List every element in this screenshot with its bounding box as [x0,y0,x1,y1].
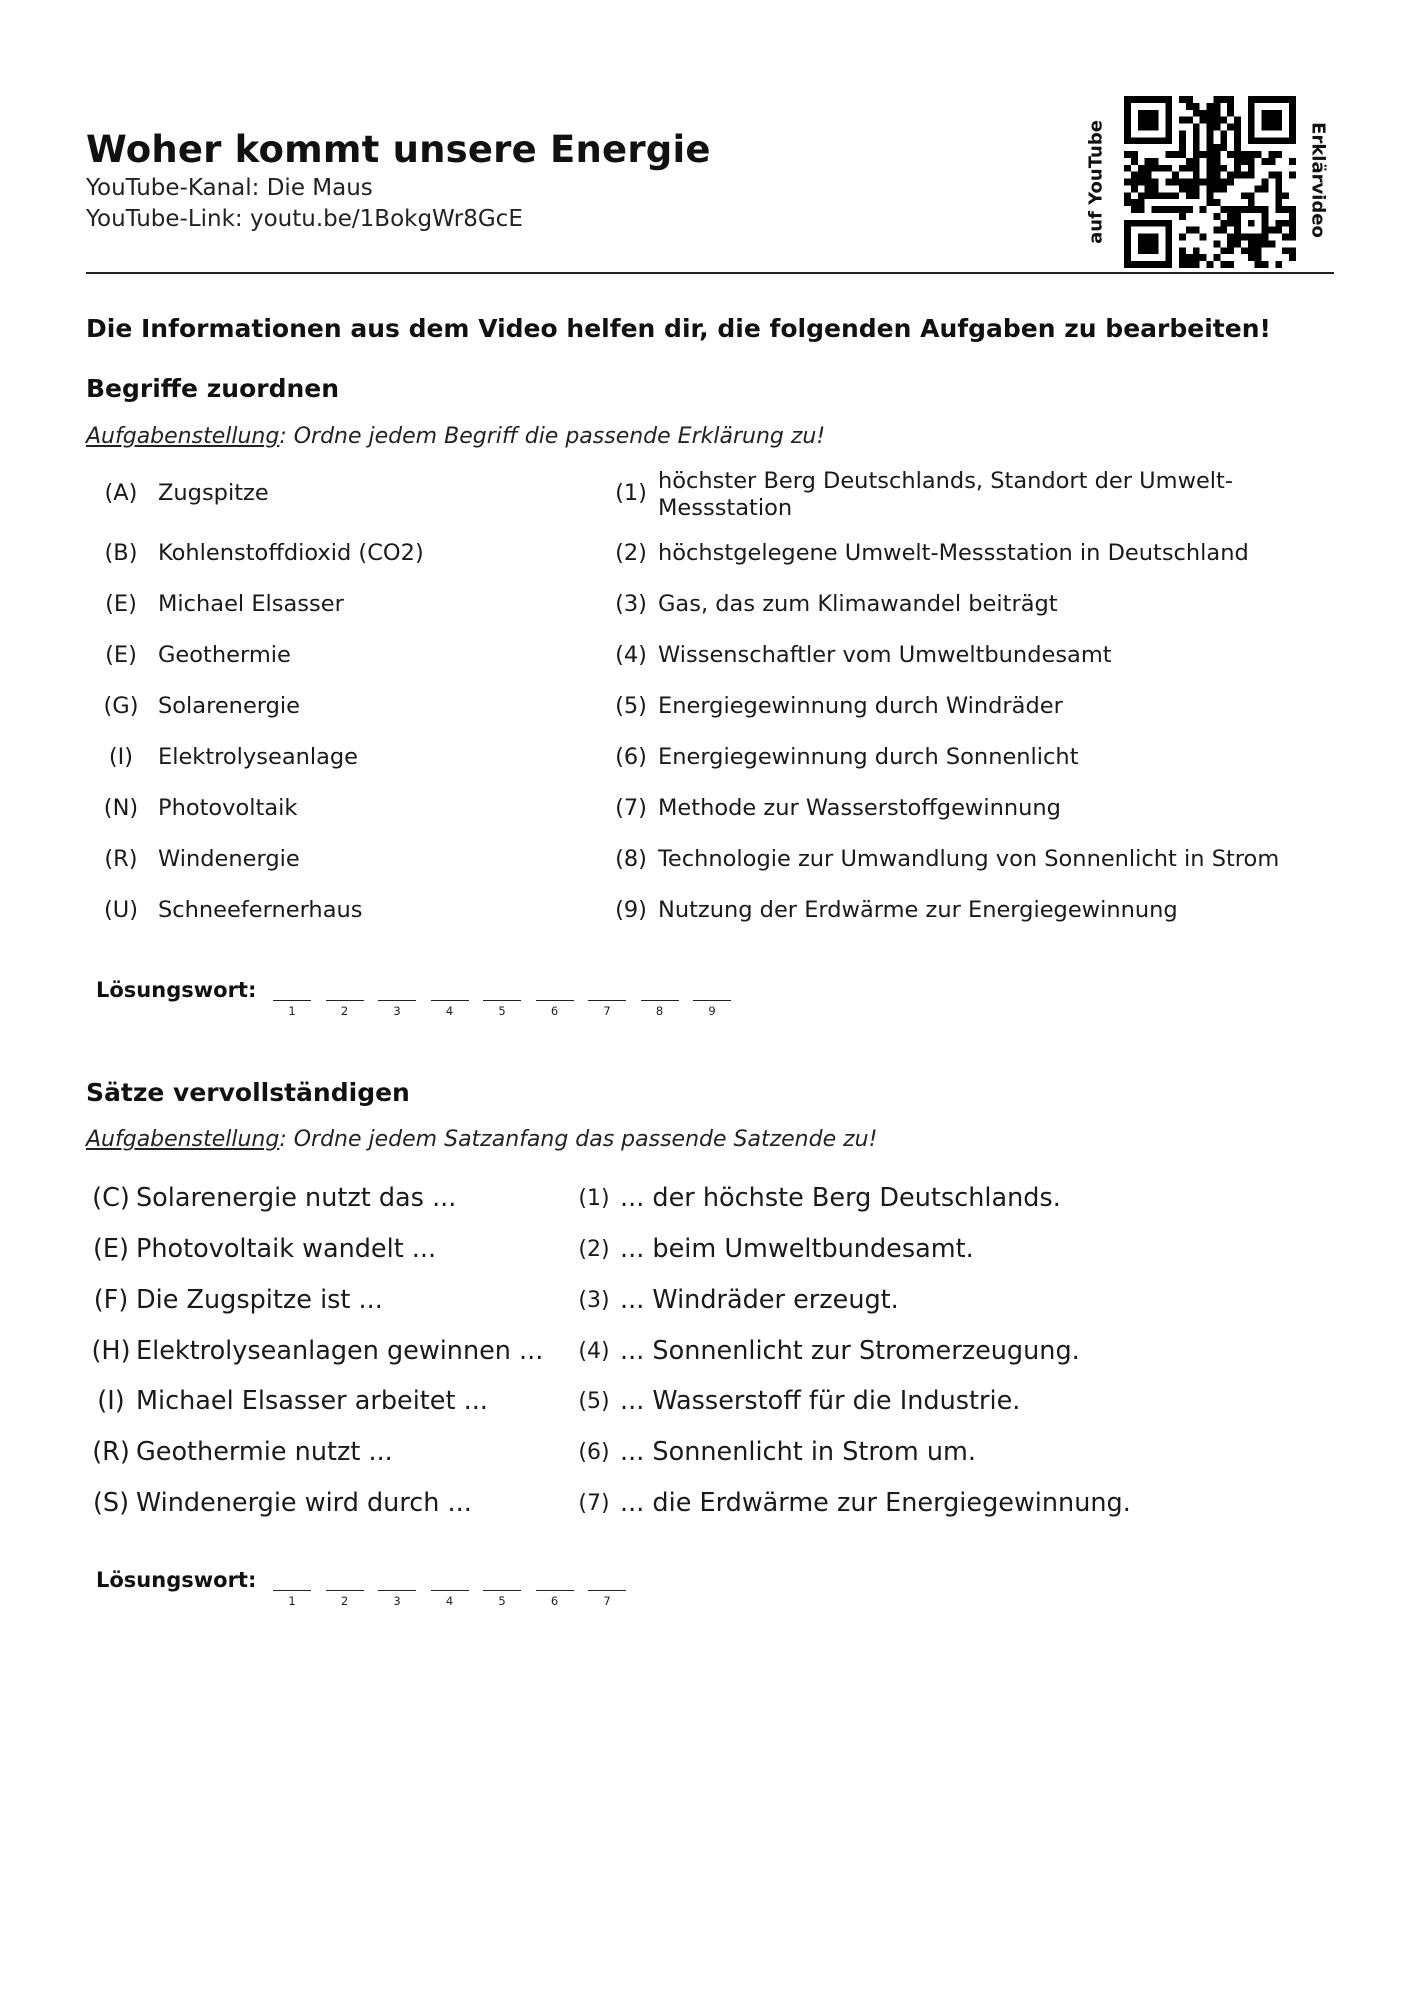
section1-title: Begriffe zuordnen [86,374,340,403]
solution-letter-slot[interactable] [378,1000,416,1001]
sentence-end-text: ... Sonnenlicht in Strom um. [620,1437,976,1467]
definition-number: (9) [615,897,647,923]
definition-number: (5) [615,693,647,719]
definition-number: (3) [615,591,647,617]
sentence-start-key: (H) [91,1336,131,1366]
term-key: (U) [103,897,139,923]
sentence-start-text: Elektrolyseanlagen gewinnen ... [136,1336,544,1366]
sentence-end-text: ... der höchste Berg Deutschlands. [620,1183,1061,1213]
solution-slot-number: 6 [550,1004,559,1018]
section2-solution-label: Lösungswort: [96,1568,257,1592]
solution-slot-number: 3 [393,1004,401,1018]
header-divider [86,272,1334,274]
definition-text: Nutzung der Erdwärme zur Energiegewinnung [658,897,1178,923]
solution-letter-slot[interactable] [378,1590,416,1591]
qr-code-icon[interactable] [1124,96,1296,268]
term-text: Michael Elsasser [158,591,344,617]
sentence-start-text: Photovoltaik wandelt ... [136,1234,437,1264]
term-text: Elektrolyseanlage [158,744,359,770]
youtube-link: YouTube-Link: youtu.be/1BokgWr8GcE [86,206,523,232]
solution-letter-slot[interactable] [273,1590,311,1591]
solution-letter-slot[interactable] [273,1000,311,1001]
section2-task-text: : Ordne jedem Satzanfang das passende Satzende zu! [279,1127,878,1152]
qr-label-left: auf YouTube [1085,120,1107,244]
solution-letter-slot[interactable] [536,1000,574,1001]
solution-slot-number: 2 [340,1004,349,1018]
term-key: (R) [104,846,138,872]
sentence-start-text: Geothermie nutzt ... [136,1437,393,1467]
definition-number: (6) [615,744,647,770]
definition-text: Energiegewinnung durch Windräder [658,693,1063,719]
definition-text: Energiegewinnung durch Sonnenlicht [658,744,1079,770]
definition-number: (4) [615,642,647,668]
term-key: (E) [105,642,137,668]
definition-text: Gas, das zum Klimawandel beiträgt [658,591,1058,617]
term-text: Solarenergie [158,693,301,719]
page-title: Woher kommt unsere Energie [86,128,711,171]
section1-task [86,424,825,449]
sentence-end-number: (1) [578,1186,610,1211]
solution-slot-number: 9 [708,1004,716,1018]
intro-instruction: Die Informationen aus dem Video helfen dir, die folgenden Aufgaben zu bearbeiten! [86,314,1271,343]
solution-letter-slot[interactable] [431,1590,469,1591]
sentence-start-key: (I) [97,1386,125,1416]
solution-letter-slot[interactable] [326,1590,364,1591]
sentence-start-key: (E) [92,1234,129,1264]
solution-letter-slot[interactable] [588,1590,626,1591]
solution-letter-slot[interactable] [483,1590,521,1591]
sentence-start-text: Michael Elsasser arbeitet ... [136,1386,488,1416]
sentence-end-text: ... Windräder erzeugt. [620,1285,899,1315]
solution-letter-slot[interactable] [536,1590,574,1591]
definition-text: Wissenschaftler vom Umweltbundesamt [658,642,1112,668]
solution-slot-number: 2 [340,1594,349,1608]
term-key: (E) [105,591,137,617]
definition-number: (1) [615,480,647,506]
solution-slot-number: 7 [603,1594,611,1608]
definition-text: Technologie zur Umwandlung von Sonnenlicht in Strom [658,846,1280,872]
solution-slot-number: 1 [288,1594,296,1608]
qr-code-graphic [1124,96,1296,268]
definition-text: höchster Berg Deutschlands, Standort der Umwelt-Messstation [658,468,1234,521]
sentence-start-text: Windenergie wird durch ... [136,1488,472,1518]
sentence-start-key: (F) [93,1285,129,1315]
section1-task-text: : Ordne jedem Begriff die passende Erklärung zu! [279,424,826,449]
sentence-end-number: (5) [578,1389,610,1414]
section1-solution-label: Lösungswort: [96,978,257,1002]
solution-slot-number: 4 [445,1004,454,1018]
term-text: Kohlenstoffdioxid (CO2) [158,540,424,566]
sentence-end-text: ... beim Umweltbundesamt. [620,1234,974,1264]
solution-slot-number: 7 [603,1004,611,1018]
sentence-start-key: (S) [92,1488,130,1518]
sentence-end-number: (4) [578,1339,610,1364]
term-text: Photovoltaik [158,795,298,821]
sentence-end-number: (7) [578,1491,610,1516]
solution-slot-number: 8 [655,1004,664,1018]
sentence-end-text: ... Wasserstoff für die Industrie. [620,1386,1021,1416]
section2-title: Sätze vervollständigen [86,1078,410,1107]
solution-slot-number: 5 [498,1594,506,1608]
sentence-start-key: (C) [92,1183,130,1213]
solution-slot-number: 3 [393,1594,401,1608]
qr-label-right: Erklärvideo [1307,122,1329,238]
term-key: (A) [104,480,138,506]
definition-number: (7) [615,795,647,821]
solution-letter-slot[interactable] [483,1000,521,1001]
solution-slot-number: 4 [445,1594,454,1608]
term-key: (N) [103,795,139,821]
solution-slot-number: 5 [498,1004,506,1018]
sentence-end-number: (2) [578,1237,610,1262]
term-key: (B) [104,540,138,566]
sentence-end-number: (3) [578,1288,610,1313]
solution-slot-number: 6 [550,1594,559,1608]
section1-task-label: Aufgabenstellung [86,424,280,449]
solution-letter-slot[interactable] [326,1000,364,1001]
youtube-channel: YouTube-Kanal: Die Maus [86,175,373,201]
term-text: Schneefernerhaus [158,897,363,923]
definition-text: Methode zur Wasserstoffgewinnung [658,795,1061,821]
sentence-start-text: Solarenergie nutzt das ... [136,1183,457,1213]
term-text: Windenergie [158,846,300,872]
term-key: (G) [103,693,139,719]
section2-task-label: Aufgabenstellung [86,1127,280,1152]
term-text: Zugspitze [158,480,269,506]
sentence-end-text: ... die Erdwärme zur Energiegewinnung. [620,1488,1131,1518]
definition-number: (2) [615,540,647,566]
term-key: (I) [108,744,134,770]
section2-task [86,1127,877,1152]
sentence-end-text: ... Sonnenlicht zur Stromerzeugung. [620,1336,1080,1366]
sentence-start-text: Die Zugspitze ist ... [136,1285,383,1315]
solution-letter-slot[interactable] [693,1000,731,1001]
definition-number: (8) [615,846,647,872]
sentence-end-number: (6) [578,1440,610,1465]
solution-slot-number: 1 [288,1004,296,1018]
definition-text: höchstgelegene Umwelt-Messstation in Deutschland [658,540,1249,566]
solution-letter-slot[interactable] [431,1000,469,1001]
term-text: Geothermie [158,642,291,668]
sentence-start-key: (R) [92,1437,130,1467]
solution-letter-slot[interactable] [641,1000,679,1001]
solution-letter-slot[interactable] [588,1000,626,1001]
